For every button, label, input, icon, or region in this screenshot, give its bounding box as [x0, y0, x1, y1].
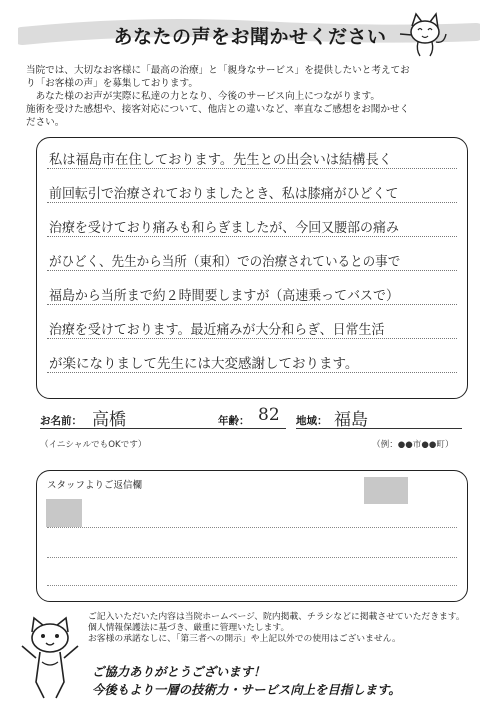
initials-note: （イニシャルでもOKです） — [40, 440, 147, 450]
area-example-note: （例：●●市●●町） — [372, 440, 454, 450]
intro-line: り「お客様の声」を募集しております。 — [26, 78, 198, 89]
handwritten-line: がひどく、先生から当所（東和）での治療されているとの事で — [49, 254, 401, 270]
ruled-line — [47, 338, 457, 339]
intro-line: 施術を受けた感想や、接客対応について、他店との違いなど、率直なご感想をお聞かせく — [26, 104, 410, 115]
redacted-block — [364, 477, 408, 504]
improvement-message: 今後もより一層の技術力・サービス向上を目指します。 — [92, 682, 401, 697]
message-box — [36, 137, 468, 399]
ruled-line — [47, 168, 457, 169]
footer-note-line: ご記入いただいた内容は当院ホームページ、院内掲載、チラシなどに掲載させていただきます。 — [88, 612, 465, 622]
intro-line: 当院では、大切なお客様に「最高の治療」と「親身なサービス」を提供したいと考えてお — [26, 65, 410, 76]
footer-notes — [88, 612, 488, 646]
cat-mascot-icon — [18, 612, 82, 702]
name-underline — [40, 428, 218, 429]
ruled-line — [47, 236, 457, 237]
name-label: お名前： — [40, 415, 82, 427]
ruled-line — [47, 585, 457, 586]
thanks-message: ご協力ありがとうございます！ — [92, 664, 266, 679]
reply-title: スタッフよりご返信欄 — [47, 480, 143, 491]
ruled-line — [47, 202, 457, 203]
footer-note-line: お客様の承諾なしに、「第三者への開示」や上記以外での使用はございません。 — [88, 634, 401, 645]
age-value: 82 — [258, 405, 280, 425]
name-value: 高橋 — [92, 410, 126, 430]
handwritten-line: 治療を受けております。最近痛みが大分和らぎ、日常生活 — [49, 322, 385, 338]
age-underline — [218, 428, 286, 429]
intro-line: ださい。 — [26, 117, 65, 128]
ruled-line — [47, 557, 457, 558]
cat-mascot-icon — [398, 8, 450, 58]
area-label: 地域： — [296, 415, 328, 427]
ruled-line — [47, 527, 457, 528]
ruled-line — [47, 270, 457, 271]
redacted-block — [46, 499, 82, 527]
handwritten-line: が楽になりまして先生には大変感謝しております。 — [49, 356, 359, 372]
ruled-line — [47, 372, 457, 373]
handwritten-line: 前回転引で治療されておりましたとき、私は膝痛がひどくて — [49, 186, 399, 202]
ruled-line — [47, 304, 457, 305]
age-label: 年齢： — [218, 415, 250, 427]
page-title: あなたの声をお聞かせください — [113, 26, 387, 48]
area-underline — [296, 428, 462, 429]
handwritten-line: 治療を受けており痛みも和らぎましたが、今回又腰部の痛み — [49, 220, 399, 236]
intro-line: あなた様のお声が実際に私達の力となり、今後のサービス向上につながります。 — [26, 91, 381, 102]
handwritten-line: 私は福島市在住しております。先生との出会いは結構長く — [49, 152, 392, 168]
handwritten-line: 福島から当所まで約２時間要しますが（高速乗ってバスで） — [49, 288, 399, 304]
intro-text — [26, 64, 481, 129]
footer-note-line: 個人情報保護法に基づき、厳重に管理いたします。 — [88, 623, 290, 634]
area-value: 福島 — [334, 410, 368, 430]
